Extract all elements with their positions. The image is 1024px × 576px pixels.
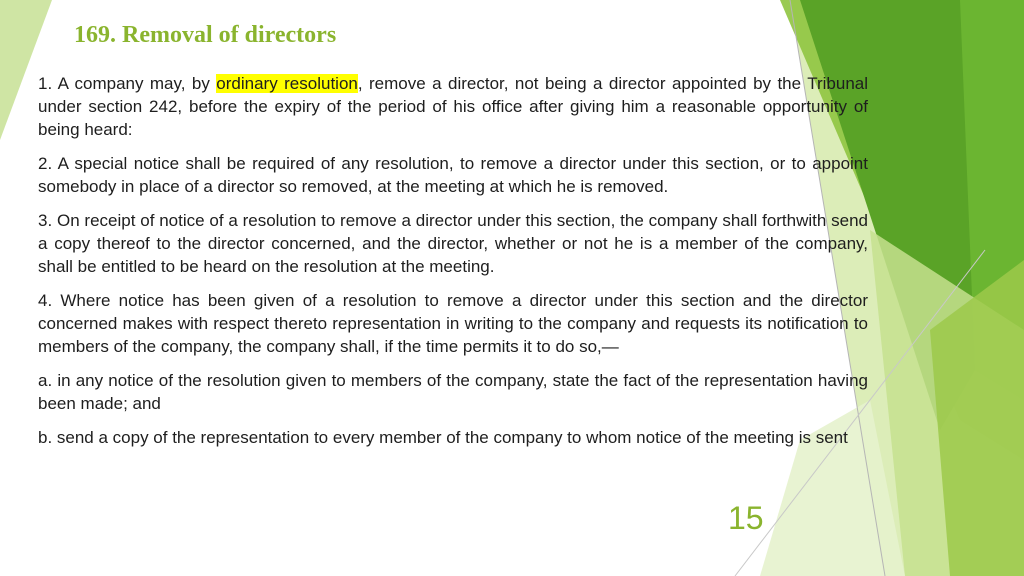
slide-body	[38, 72, 868, 460]
paragraph-1	[38, 72, 868, 141]
paragraph-1-after: , remove a director, not being a director appointed by the Tribunal under section 242, before the expiry of the period of his office after giving him a reasonable opportunity of being heard:	[38, 74, 868, 139]
page-number: 15	[728, 500, 764, 536]
paragraph-4: 4. Where notice has been given of a resolution to remove a director under this section and the director concerned makes with respect thereto representation in writing to the company and requests its notification to members of the company, the company shall, if the time permits it to do so,—	[38, 291, 868, 356]
paragraph-4a: a. in any notice of the resolution given to members of the company, state the fact of the representation having been made; and	[38, 371, 868, 413]
paragraph-4b: b. send a copy of the representation to every member of the company to whom notice of the meeting is sent	[38, 428, 848, 447]
page-title: 169. Removal of directors	[74, 22, 337, 48]
highlighted-term: ordinary resolution	[216, 74, 358, 93]
paragraph-2: 2. A special notice shall be required of any resolution, to remove a director under this section, or to appoint somebody in place of a director so removed, at the meeting at which he is removed.	[38, 154, 868, 196]
paragraph-1-before: 1. A company may, by	[38, 74, 217, 93]
paragraph-3: 3. On receipt of notice of a resolution to remove a director under this section, the company shall forthwith send a copy thereof to the director concerned, and the director, whether or not he is a member of the company, shall be entitled to be heard on the resolution at the meeting.	[38, 211, 868, 276]
